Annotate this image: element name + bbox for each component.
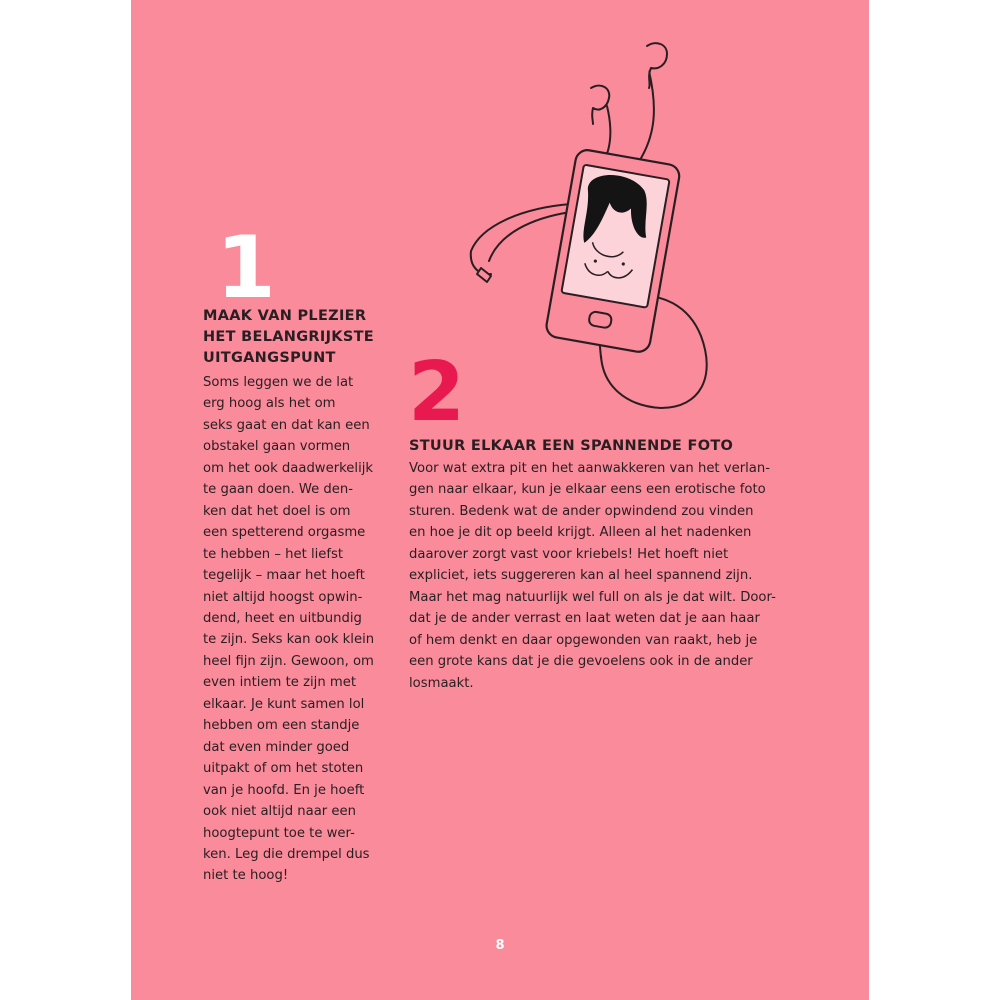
section-number: 2 [408,345,466,440]
section-heading: MAAK VAN PLEZIER HET BELANGRIJKSTE UITGANGSPUNT [203,308,374,366]
phone-with-earphones-icon [461,36,721,416]
section-heading: STUUR ELKAAR EEN SPANNENDE FOTO [409,438,734,454]
book-page [131,0,869,1000]
earbud-right [647,43,667,88]
section-body: Voor wat extra pit en het aanwakkeren van het verlan- gen naar elkaar, kun je elkaar eens een erotische foto sturen. Bedenk wat de ander opwindend zou vinden en hoe je dit op beeld krijgt. Alleen al het nadenken daarover zorgt vast voor kriebels! Het hoeft niet expliciet, iets suggereren kan al heel spannend zijn. Maar het mag natuurlijk wel full on als je dat wilt. Door- dat je de ander verrast en laat weten dat je aan haar of hem denkt en daar opgewonden van raakt, heb je een grote kans dat je die gevoelens ook in de ander losmaakt. [409,461,776,691]
section-number: 1 [216,218,276,318]
page-number: 8 [495,938,505,953]
earbud-left [591,86,609,124]
section-body: Soms leggen we de lat erg hoog als het om seks gaat en dat kan een obstakel gaan vormen om het ook daadwerkelijk te gaan doen. We den- ken dat het doel is om een spetterend orgasme te hebben – het liefst tegelijk – maar het hoeft niet altijd hoogst opwin- dend, heet en uitbundig te zijn. Seks kan ook klein heel fijn zijn. Gewoon, om even intiem te zijn met elkaar. Je kunt samen lol hebben om een standje dat even minder goed uitpakt of om het stoten van je hoofd. En je hoeft ook niet altijd naar een hoogtepunt toe te wer- ken. Leg die drempel dus niet te hoog! [203,375,375,884]
cable-clip [477,268,491,282]
